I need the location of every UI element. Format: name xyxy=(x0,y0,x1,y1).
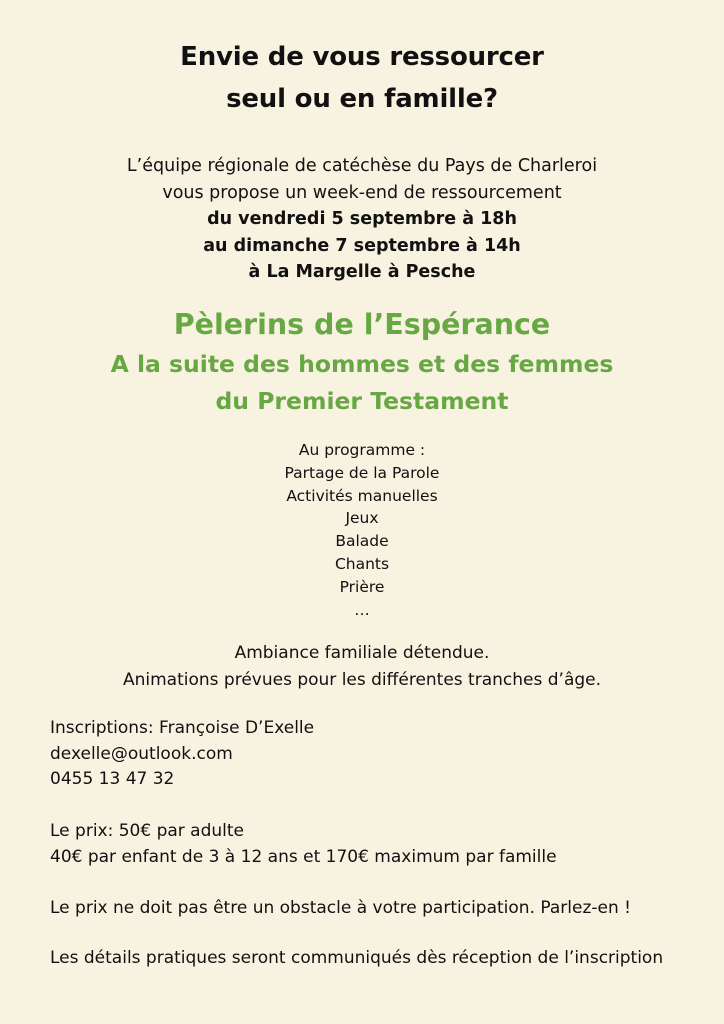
date-start: du vendredi 5 septembre à 18h xyxy=(207,209,517,229)
intro-line-2: vous propose un week-end de ressourcement xyxy=(162,182,562,203)
ambiance-line-1: Ambiance familiale détendue. xyxy=(234,643,490,663)
details-text: Les détails pratiques seront communiqués dès réception de l’inscription xyxy=(50,948,664,968)
headline-line-2: seul ou en famille? xyxy=(226,84,498,114)
theme-title: Pèlerins de l’Espérance xyxy=(173,308,551,341)
obstacle-note xyxy=(50,896,690,922)
programme-heading: Au programme : xyxy=(298,441,426,459)
date-end: au dimanche 7 septembre à 14h xyxy=(203,235,521,256)
theme-subtitle-line-2: du Premier Testament xyxy=(215,387,509,415)
programme-item: Balade xyxy=(335,532,389,551)
inscriptions-contact: Inscriptions: Françoise D’Exelle xyxy=(50,718,315,738)
headline-line-1: Envie de vous ressourcer xyxy=(180,42,544,72)
ambiance-line-2: Animations prévues pour les différentes tranches d’âge. xyxy=(122,669,602,690)
programme-block xyxy=(0,439,724,621)
headline xyxy=(0,36,724,120)
location: à La Margelle à Pesche xyxy=(248,262,476,282)
inscriptions-block xyxy=(50,716,690,793)
programme-item: Jeux xyxy=(345,509,379,528)
ambiance-block xyxy=(0,640,724,693)
programme-item: Prière xyxy=(339,577,385,596)
prix-line-2: 40€ par enfant de 3 à 12 ans et 170€ maximum par famille xyxy=(50,846,557,867)
programme-item: Partage de la Parole xyxy=(284,463,440,482)
programme-item: … xyxy=(354,600,370,619)
inscriptions-email: dexelle@outlook.com xyxy=(50,743,233,764)
programme-item: Chants xyxy=(334,554,390,573)
details-note xyxy=(50,946,690,972)
prix-block xyxy=(50,819,690,870)
intro-line-1: L’équipe régionale de catéchèse du Pays de Charleroi xyxy=(126,156,598,176)
programme-item: Activités manuelles xyxy=(286,486,438,505)
inscriptions-phone: 0455 13 47 32 xyxy=(50,769,175,789)
obstacle-text: Le prix ne doit pas être un obstacle à votre participation. Parlez-en ! xyxy=(50,898,631,918)
prix-line-1: Le prix: 50€ par adulte xyxy=(50,821,245,841)
theme-subtitle-line-1: A la suite des hommes et des femmes xyxy=(110,350,614,378)
intro-block xyxy=(0,153,724,286)
theme-block xyxy=(0,304,724,420)
